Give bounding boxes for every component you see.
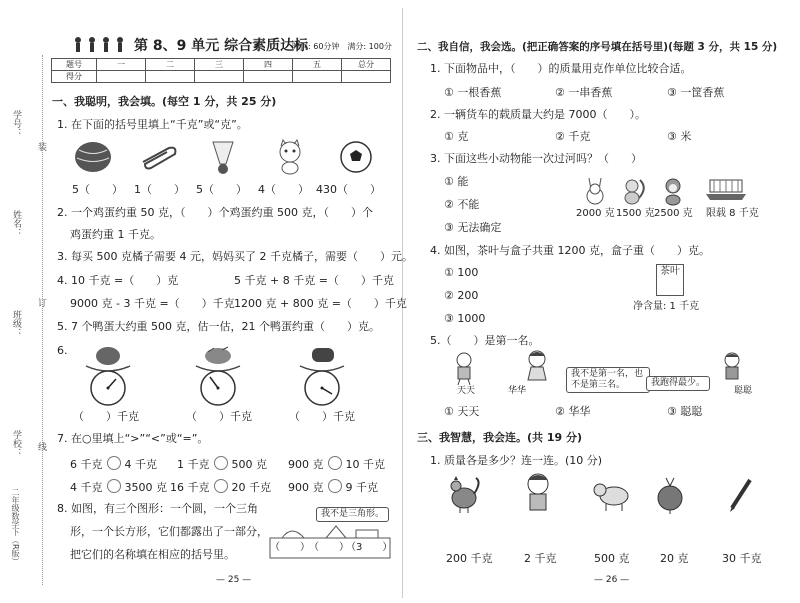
section3-heading: 三、我智慧，我会连。(共 19 分) (417, 431, 583, 444)
r-q5-option[interactable]: ③ 聪聪 (667, 405, 703, 418)
r-q2-option[interactable]: ② 千克 (555, 130, 591, 143)
q1-answer[interactable]: 5（ ） (72, 183, 123, 196)
score-header-cell: 二 (146, 59, 195, 71)
radish-icon (656, 474, 686, 514)
q6-answer[interactable]: （ ）千克 (289, 410, 355, 423)
q8-speech-bubble: 我不是三角形。 (316, 507, 389, 522)
rabbit-weight: 2000 克 (576, 208, 615, 219)
r-q5-text: 5.（ ）是第一名。 (430, 334, 540, 347)
r-q3-option[interactable]: ② 不能 (444, 198, 480, 211)
r-q4-text: 4. 如图，茶叶与盒子共重 1200 克，盒子重（ ）克。 (430, 244, 710, 257)
watermelon-icon (73, 140, 113, 174)
scale-watermelon-icon (78, 346, 138, 410)
rooster-icon (446, 474, 482, 514)
score-cell[interactable] (97, 71, 146, 83)
name-tiantian: 天天 (457, 386, 476, 396)
q4-a: 4. 10 千克 =（ ）克 (57, 274, 179, 287)
q1-answer[interactable]: 1（ ） (134, 183, 185, 196)
page-number-left: — 25 — (216, 575, 252, 585)
compare-circle[interactable] (107, 479, 121, 493)
weight-option[interactable]: 200 千克 (446, 552, 493, 565)
q7-text: 7. 在○里填上“>”“<”或“=”。 (57, 432, 209, 445)
r-q1-option[interactable]: ① 一根香蕉 (444, 86, 502, 99)
q1-answer[interactable]: 5（ ） (196, 183, 247, 196)
name-huahua: 华华 (508, 386, 527, 396)
boy-tiantian-icon (452, 352, 476, 386)
tea-box-label: 茶叶 (660, 266, 680, 277)
section2-heading: 二、我自信，我会选。(把正确答案的序号填在括号里)(每题 3 分，共 15 分) (417, 41, 778, 53)
q5-text: 5. 7 个鸭蛋大约重 500 克，估一估，21 个鸭蛋约重（ ）克。 (57, 320, 380, 333)
q4-c: 9000 克 - 3 千克 =（ ）千克 (70, 297, 235, 310)
q8-slot[interactable]: （ ） (309, 542, 349, 553)
rabbit-icon (582, 176, 608, 206)
q5-speech-bubble-2: 我跑得最少。 (646, 376, 710, 391)
r-q2-option[interactable]: ① 克 (444, 130, 469, 143)
q1-text: 1. 在下面的括号里填上“千克”或“克”。 (57, 118, 248, 131)
q4-b: 5 千克 + 8 千克 =（ ）千克 (234, 274, 394, 287)
r-q5-option[interactable]: ② 华华 (555, 405, 591, 418)
soccer-ball-icon (339, 140, 373, 174)
score-header-cell: 三 (195, 59, 244, 71)
section1-heading: 一、我聪明，我会填。(每空 1 分，共 25 分) (52, 95, 277, 108)
q2-text-line1: 2. 一个鸡蛋约重 50 克，（ ）个鸡蛋约重 500 克，（ ）个 (57, 206, 373, 219)
score-cell[interactable] (195, 71, 244, 83)
margin-mark-zhuang: 装 (36, 142, 46, 151)
compare-circle[interactable] (328, 456, 342, 470)
pen-icon (726, 474, 756, 514)
q6-label: 6. (57, 344, 68, 357)
page-title: 第 8、9 单元 综合素质达标 (134, 38, 309, 54)
boy-congcong-icon (720, 352, 744, 386)
r-q1-option[interactable]: ② 一串香蕉 (555, 86, 613, 99)
score-cell[interactable] (293, 71, 342, 83)
paperclip-icon (137, 142, 181, 172)
score-header-cell: 题号 (52, 59, 97, 71)
monkey-icon (660, 176, 686, 206)
boat-limit: 限载 8 千克 (706, 208, 759, 219)
margin-book-label: 二年级数学下（R版） (11, 488, 20, 566)
r-q5-option[interactable]: ① 天天 (444, 405, 480, 418)
scale-gourd-icon (292, 346, 352, 410)
title-decoration-icon (70, 34, 128, 58)
name-congcong: 聪聪 (734, 386, 753, 396)
r-q3-option[interactable]: ① 能 (444, 175, 469, 188)
q8-slot[interactable]: （ ） (270, 542, 310, 553)
r-q4-option[interactable]: ① 100 (444, 266, 479, 279)
margin-mark-ding: 订 (36, 298, 46, 307)
time-score-info: 时间: 60分钟 满分: 100分 (292, 42, 392, 51)
shuttlecock-icon (208, 138, 238, 176)
weight-option[interactable]: 20 克 (660, 552, 689, 565)
calf-icon (592, 476, 632, 512)
compare-circle[interactable] (328, 479, 342, 493)
s3-q1-text: 1. 质量各是多少？连一连。(10 分) (430, 454, 603, 467)
score-header-cell: 五 (293, 59, 342, 71)
margin-student-id-label: 学号： (11, 110, 21, 137)
q7-item: 1 千克 500 克 (177, 458, 267, 471)
compare-circle[interactable] (214, 456, 228, 470)
score-cell[interactable] (146, 71, 195, 83)
q6-answer[interactable]: （ ）千克 (186, 410, 252, 423)
score-cell[interactable] (342, 71, 391, 83)
score-row-label: 得分 (52, 71, 97, 83)
margin-school-label: 学校： (11, 430, 21, 457)
squirrel-weight: 1500 克 (616, 208, 655, 219)
q8-text-line1: 8. 如图，有三个图形：一个圆，一个三角 (57, 502, 258, 515)
page-number-right: — 26 — (594, 575, 630, 585)
q7-item: 16 千克 20 千克 (170, 481, 271, 494)
r-q1-option[interactable]: ③ 一筐香蕉 (667, 86, 725, 99)
weight-option[interactable]: 30 千克 (722, 552, 762, 565)
r-q1-text: 1. 下面物品中，（ ）的质量用克作单位比较合适。 (430, 62, 692, 75)
compare-circle[interactable] (214, 479, 228, 493)
r-q3-text: 3. 下面这些小动物能一次过河吗？（ ） (430, 152, 642, 165)
q7-item: 6 千克 4 千克 (70, 458, 157, 471)
margin-class-label: 班级： (11, 310, 21, 337)
r-q4-option[interactable]: ③ 1000 (444, 312, 486, 325)
compare-circle[interactable] (107, 456, 121, 470)
q1-answer[interactable]: 430（ ） (316, 183, 381, 196)
scale-vegetable-icon (188, 346, 248, 410)
score-header-cell: 总分 (342, 59, 391, 71)
score-header-cell: 一 (97, 59, 146, 71)
r-q2-option[interactable]: ③ 米 (667, 130, 692, 143)
q7-item: 900 克 9 千克 (288, 481, 378, 494)
q3-text: 3. 每买 500 克橘子需要 4 元，妈妈买了 2 千克橘子，需要（ ）元。 (57, 250, 413, 263)
cat-toy-icon (270, 138, 310, 176)
q8-text-line2: 形，一个长方形，它们都露出了一部分， (70, 525, 268, 538)
tea-box-icon (656, 264, 684, 296)
q5-speech-bubble-1: 我不是第一名，也不是第三名。 (566, 367, 650, 393)
boat-icon (706, 178, 746, 202)
q6-answer[interactable]: （ ）千克 (73, 410, 139, 423)
q1-answer[interactable]: 4（ ） (258, 183, 309, 196)
child-icon (522, 472, 554, 516)
r-q3-option[interactable]: ③ 无法确定 (444, 221, 502, 234)
tea-net-weight: 净含量: 1 千克 (633, 301, 700, 312)
margin-name-label: 姓名： (11, 210, 21, 237)
r-q4-option[interactable]: ② 200 (444, 289, 479, 302)
weight-option[interactable]: 500 克 (594, 552, 630, 565)
q4-d: 1200 克 + 800 克 =（ ）千克 (234, 297, 407, 310)
squirrel-icon (620, 176, 646, 206)
score-cell[interactable] (244, 71, 293, 83)
q8-text-line3: 把它们的名称填在相应的括号里。 (70, 548, 235, 561)
q7-item: 4 千克 3500 克 (70, 481, 167, 494)
binding-dotted-line (42, 55, 43, 585)
weight-option[interactable]: 2 千克 (524, 552, 557, 565)
monkey-weight: 2500 克 (654, 208, 693, 219)
q7-item: 900 克 10 千克 (288, 458, 385, 471)
q2-text-line2: 鸡蛋约重 1 千克。 (70, 228, 161, 241)
margin-mark-xian: 线 (36, 442, 46, 451)
q8-slot[interactable]: （3 ） (346, 542, 393, 553)
score-table (51, 58, 391, 83)
score-header-cell: 四 (244, 59, 293, 71)
r-q2-text: 2. 一辆货车的载质量大约是 7000（ ）。 (430, 108, 646, 121)
girl-huahua-icon (524, 350, 550, 386)
